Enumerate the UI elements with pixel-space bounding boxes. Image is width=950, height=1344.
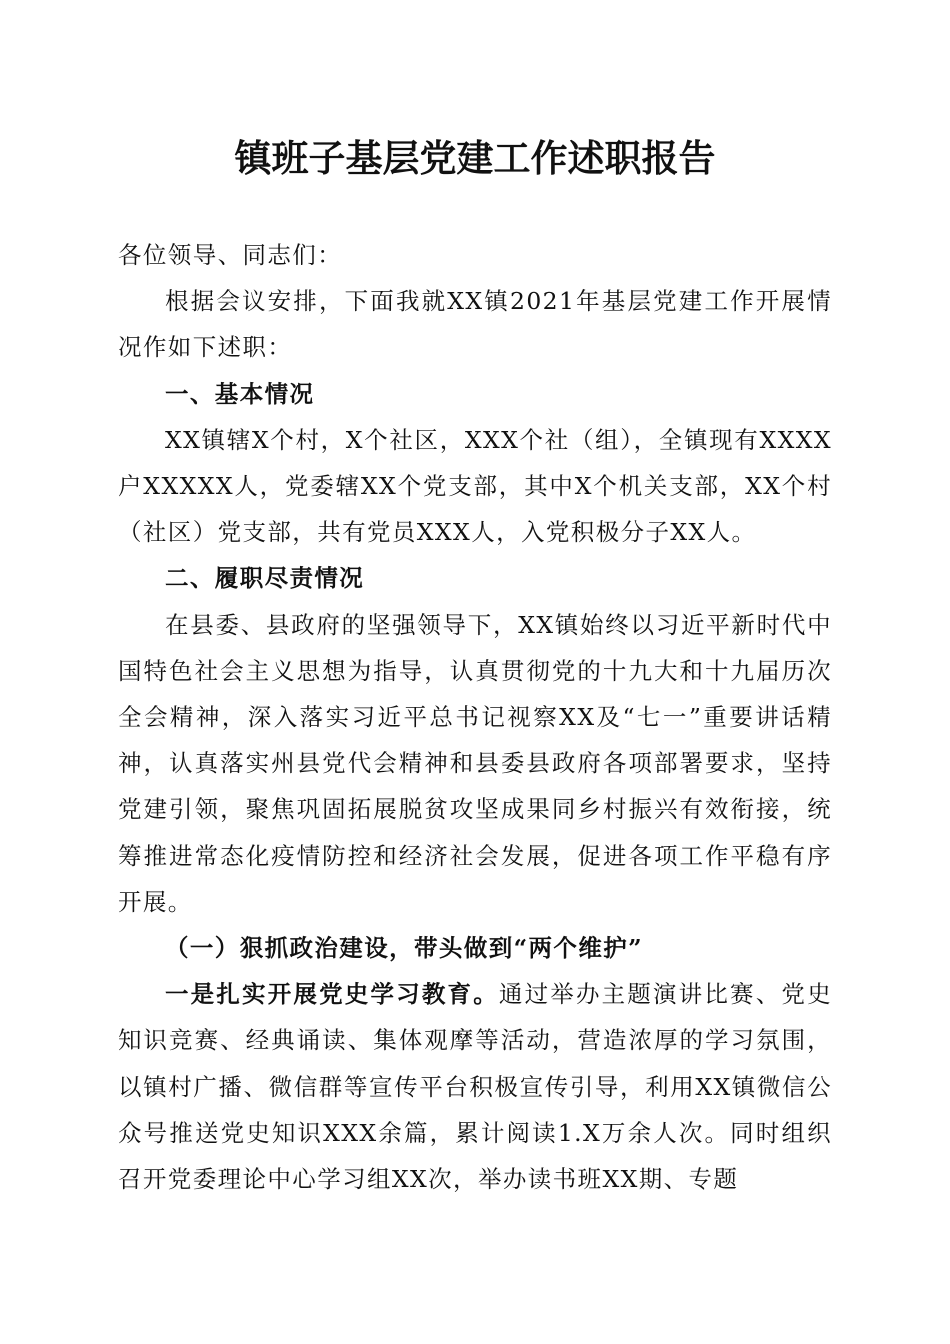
- subsection-paragraph-political: [118, 971, 832, 1202]
- section-heading-basic-info: 一、基本情况: [165, 379, 315, 408]
- section-heading-duties: 二、履职尽责情况: [165, 564, 365, 593]
- paragraph-text: 通过举办主题演讲比赛、党史知识竞赛、经典诵读、集体观摩等活动，营造浓厚的学习氛围，以镇村广播、微信群等宣传平台积极宣传引导，利用XX镇微信公众号推送党史知识XXX余篇，累计阅读1.X万余人次。同时组织召开党委理论中心学习组XX次，举办读书班XX期、专题: [118, 980, 832, 1194]
- intro-paragraph: 根据会议安排，下面我就XX镇2021年基层党建工作开展情况作如下述职：: [118, 287, 832, 362]
- subsection-heading-political: （一）狠抓政治建设，带头做到“两个维护”: [165, 934, 644, 963]
- paragraph-lead: 一是扎实开展党史学习教育。: [165, 980, 499, 1009]
- section-paragraph-basic-info: XX镇辖X个村，X个社区，XXX个社（组），全镇现有XXXX户XXXXX人，党委辖XX个党支部，其中X个机关支部，XX个村（社区）党支部，共有党员XXX人，入党积极分子XX人。: [118, 425, 832, 547]
- document-body: [118, 232, 832, 1202]
- section-paragraph-duties: 在县委、县政府的坚强领导下，XX镇始终以习近平新时代中国特色社会主义思想为指导，认真贯彻党的十九大和十九届历次全会精神，深入落实习近平总书记视察XX及“七一”重要讲话精神，认真落实州县党代会精神和县委县政府各项部署要求，坚持党建引领，聚焦巩固拓展脱贫攻坚成果同乡村振兴有效衔接，统筹推进常态化疫情防控和经济社会发展，促进各项工作平稳有序开展。: [118, 610, 832, 916]
- salutation: 各位领导、同志们：: [118, 241, 343, 269]
- document-title: 镇班子基层党建工作述职报告: [234, 136, 716, 180]
